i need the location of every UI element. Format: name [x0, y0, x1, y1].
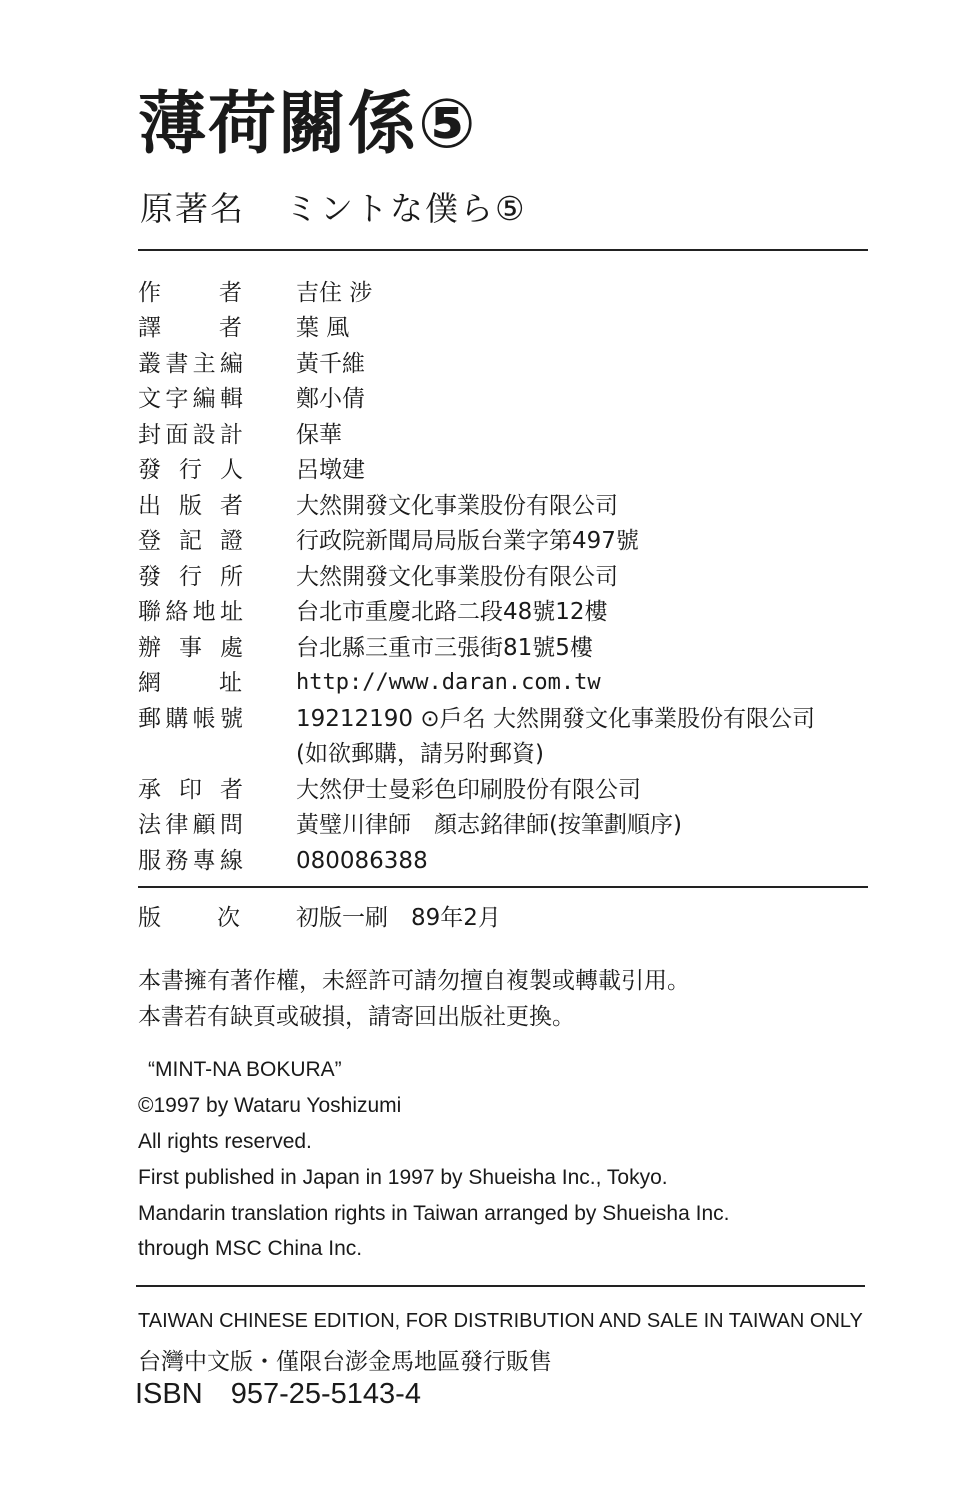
distribution-chinese: 台灣中文版・僅限台澎金馬地區發行販售	[138, 1349, 552, 1375]
isbn-label: ISBN	[135, 1378, 203, 1410]
distribution-english: TAIWAN CHINESE EDITION, FOR DISTRIBUTION AND SALE IN TAIWAN ONLY	[138, 1310, 863, 1332]
isbn-value: 957-25-5143-4	[230, 1378, 421, 1410]
credit-value: 鄭小倩	[296, 386, 365, 412]
credit-value: 大然開發文化事業股份有限公司	[296, 493, 618, 519]
credit-value-note: (如欲郵購，請另附郵資)	[296, 741, 544, 767]
credit-label: 出版者	[138, 493, 243, 519]
credit-label: 譯者	[138, 315, 242, 341]
copyright-line: ©1997 by Wataru Yoshizumi	[138, 1094, 402, 1117]
book-title: 薄荷關係⑤	[138, 85, 478, 164]
credit-value: 黃璧川律師 顏志銘律師(按筆劃順序)	[296, 812, 682, 838]
translation-rights-line: Mandarin translation rights in Taiwan arranged by Shueisha Inc.	[138, 1202, 730, 1225]
credit-label: 文字編輯	[138, 386, 243, 412]
divider	[136, 1285, 865, 1287]
credit-label: 發行人	[138, 457, 243, 483]
english-title: “MINT-NA BOKURA”	[148, 1058, 342, 1081]
credit-label: 郵購帳號	[138, 706, 243, 732]
credit-value: 台北縣三重市三張街81號5樓	[296, 635, 593, 661]
copyright-notice: 本書擁有著作權，未經許可請勿擅自複製或轉載引用。	[138, 968, 690, 994]
credit-label: 封面設計	[138, 422, 243, 448]
credit-label: 承印者	[138, 777, 243, 803]
edition-label: 版次	[138, 905, 240, 931]
agency-line: through MSC China Inc.	[138, 1237, 363, 1260]
credit-label: 作者	[138, 280, 242, 306]
damage-notice: 本書若有缺頁或破損，請寄回出版社更換。	[138, 1004, 575, 1030]
credit-label: 登記證	[138, 528, 243, 554]
credit-label: 叢書主編	[138, 351, 243, 377]
original-title	[140, 183, 527, 230]
credit-value: 吉住 涉	[296, 280, 373, 306]
rights-line: All rights reserved.	[138, 1130, 312, 1153]
credit-value: 呂墩建	[296, 457, 365, 483]
credit-value: 大然開發文化事業股份有限公司	[296, 564, 618, 590]
credit-value: 葉 風	[296, 315, 350, 341]
credit-label: 法律顧問	[138, 812, 243, 838]
credit-label: 發行所	[138, 564, 243, 590]
credit-label: 辦事處	[138, 635, 243, 661]
credit-value: 保華	[296, 422, 342, 448]
credit-label: 服務專線	[138, 848, 243, 874]
publication-line: First published in Japan in 1997 by Shueisha Inc., Tokyo.	[138, 1166, 668, 1189]
divider	[138, 886, 868, 888]
credit-value: 黃千維	[296, 351, 365, 377]
credit-value: 19212190 ⊙戶名 大然開發文化事業股份有限公司	[296, 706, 815, 732]
credit-value: 080086388	[296, 848, 428, 874]
credit-label: 網址	[138, 670, 242, 696]
original-title-value: ミントな僕ら⑤	[285, 189, 527, 228]
credit-value: 台北市重慶北路二段48號12樓	[296, 599, 608, 625]
credit-value: 大然伊士曼彩色印刷股份有限公司	[296, 777, 641, 803]
edition-value: 初版一刷 89年2月	[296, 905, 501, 931]
original-title-label: 原著名	[140, 189, 245, 228]
credit-value: 行政院新聞局局版台業字第497號	[296, 528, 639, 554]
isbn	[135, 1378, 421, 1411]
divider	[138, 249, 868, 251]
credit-value: http://www.daran.com.tw	[296, 670, 601, 695]
credit-label: 聯絡地址	[138, 599, 243, 625]
